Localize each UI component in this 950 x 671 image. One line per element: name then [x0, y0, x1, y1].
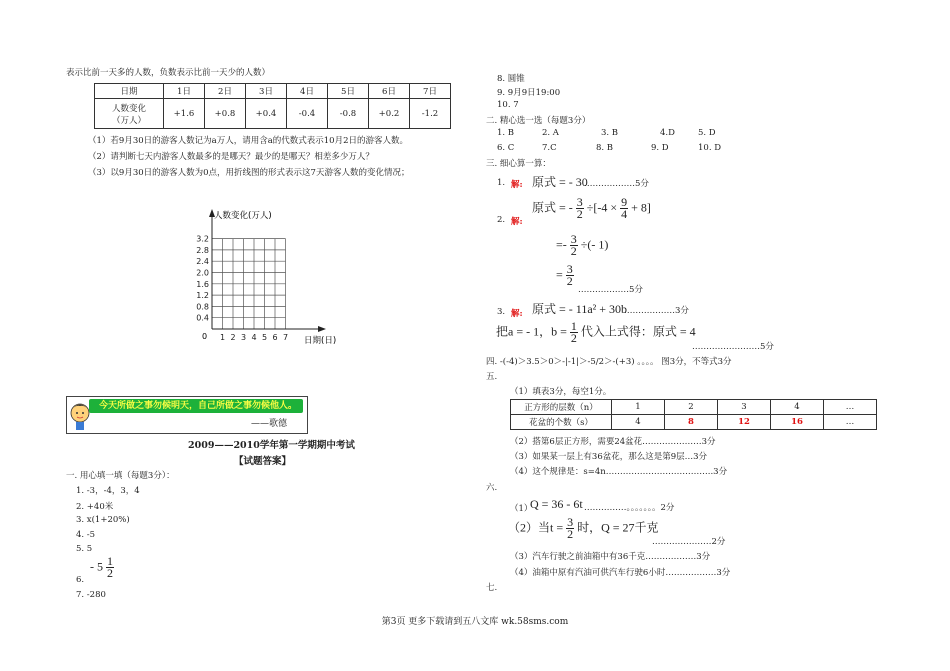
answer-item: 1. -3，-4，3，4 [76, 486, 140, 496]
banner-author: ——歌德 [250, 419, 287, 429]
visitor-change-table [94, 83, 451, 129]
answer-title: 【试题答案】 [234, 456, 292, 467]
s6-item-4: （4）油箱中原有汽油可供汽车行驶6小时………………3分 [510, 568, 731, 578]
y-tick-label: 1.6 [196, 279, 209, 289]
c2-step2-den: 2 [570, 244, 577, 258]
choice-answer: 3. B [601, 128, 619, 138]
table-cell: 1 [612, 400, 665, 415]
section-5-heading: 五. [486, 372, 498, 382]
table-header: 1日 [164, 84, 205, 99]
table-cell: … [824, 415, 877, 430]
blank-grid-chart [190, 205, 340, 355]
quote-banner [66, 396, 308, 434]
chart-ylabel: 人数变化(万人) [214, 211, 272, 221]
answer-item: 2. +40米 [76, 502, 114, 512]
row-label [95, 99, 164, 129]
choice-answer: 9. D [651, 143, 669, 153]
s6-item-2-score: …………………2分 [652, 537, 726, 547]
choice-answer: 1. B [497, 128, 515, 138]
c2-frac1-den: 2 [576, 207, 583, 221]
table-cell: -0.4 [287, 99, 328, 129]
table-cell-answer: 16 [771, 415, 824, 430]
s5-item-2: （2）搭第6层正方形，需要24盆花…………………3分 [510, 437, 716, 447]
s6-item-1-expression: Q = 36 - 6t [530, 497, 583, 511]
calc-3-score: ………………3分 [624, 306, 689, 316]
section-4-line: 四. -(-4)＞3.5＞0＞-|-1|＞-5/2＞-(+3) 。。。。 图3分，不等式3分 [486, 357, 732, 367]
choice-answer: 7.C [542, 143, 557, 153]
table-header: 日期 [95, 84, 164, 99]
c2-frac2-den: 4 [621, 207, 628, 221]
table-header: 7日 [410, 84, 451, 99]
table-cell: … [824, 400, 877, 415]
table-cell: +0.4 [246, 99, 287, 129]
c2-frac1-num: 3 [576, 195, 583, 209]
substitution-score: ……………………5分 [692, 342, 774, 352]
s5-item-4: （4）这个规律是：s=4n………………………………..3分 [510, 467, 728, 477]
calc-1-number: 1. [497, 178, 506, 188]
chart-xlabel: 日期(日) [304, 336, 337, 346]
section-3-heading: 三. 细心算一算： [486, 159, 551, 169]
answer-item: 3. x(1+20%) [76, 515, 130, 525]
c2-step2-tail: ÷(- 1) [580, 237, 609, 252]
c2-step2-num: 3 [570, 232, 577, 246]
choice-answer: 6. C [497, 143, 515, 153]
table-cell: +1.6 [164, 99, 205, 129]
banner-quote: 今天所做之事勿候明天，自己所做之事勿候他人。 [99, 401, 298, 411]
substitution-line [496, 321, 696, 344]
sub-num: 1 [570, 319, 577, 333]
x-tick-label: 1 [219, 333, 226, 342]
y-tick-label: 1.2 [196, 291, 209, 301]
calc-2-number: 2. [497, 215, 506, 225]
c2-step3-den: 2 [566, 274, 573, 288]
table-header: 5日 [328, 84, 369, 99]
table-header: 3日 [246, 84, 287, 99]
a6-whole: - 5 [90, 559, 103, 574]
answer-item: 6. [76, 575, 85, 585]
y-tick-label: 0.4 [196, 313, 209, 323]
table-cell: 2 [665, 400, 718, 415]
table-cell-answer: 8 [665, 415, 718, 430]
calc-2-step-3 [556, 264, 574, 287]
cartoon-face-icon [69, 399, 91, 431]
sub-tail: 代入上式得：原式 = 4 [580, 324, 696, 339]
question-3: （3）以9月30日的游客人数为0点，用折线图的形式表示这7天游客人数的变化情况； [88, 168, 410, 178]
s6-item-1-score: ……………。。。。。。。2分 [584, 503, 675, 513]
table-cell-answer: 12 [718, 415, 771, 430]
flowerpot-table [510, 399, 877, 430]
a6-numerator: 1 [107, 554, 113, 568]
row-label: 正方形的层数（n） [511, 400, 612, 415]
calc-2-score: ………………5分 [578, 285, 643, 295]
calc-2-step-2 [556, 234, 608, 257]
s5-item-1: （1）填表3分，每空1分。 [510, 387, 612, 397]
question-2: （2）请判断七天内游客人数最多的是哪天？最少的是哪天？相差多少万人？ [88, 152, 374, 162]
c2-step3-lead: = [556, 267, 563, 282]
y-tick-label: 3.2 [196, 234, 209, 244]
table-cell: +0.2 [369, 99, 410, 129]
sub-den: 2 [570, 331, 577, 345]
x-tick-label: 6 [272, 333, 278, 342]
row-label-line1: 人数变化 [111, 103, 146, 114]
answer-item: 4. -5 [76, 530, 96, 540]
a6-denominator: 2 [107, 566, 113, 580]
c2-lead: 原式 = - [532, 200, 573, 215]
question-1: （1）若9月30日的游客人数记为a万人，请用含a的代数式表示10月2日的游客人数。 [88, 136, 408, 146]
x-tick-label: 7 [282, 333, 289, 342]
calc-1-expression: 原式 = - 30 [532, 175, 588, 189]
x-tick-label: 2 [230, 333, 236, 342]
choice-answer: 2. A [542, 128, 559, 138]
answer-item: 7. -280 [76, 590, 106, 600]
c2-tail: + 8] [631, 200, 651, 215]
x-tick-label: 5 [261, 333, 268, 342]
choice-answer: 5. D [698, 128, 716, 138]
c2-step3-num: 3 [566, 262, 573, 276]
table-cell: -1.2 [410, 99, 451, 129]
table-cell: 4 [771, 400, 824, 415]
calc-3-expression: 原式 = - 11a² + 30b [532, 302, 628, 316]
c2-step2-lead: =- [556, 237, 567, 252]
s6-2-lead: （2）当t = [508, 520, 564, 535]
x-tick-label: 3 [240, 333, 247, 342]
s6-item-3: （3）汽车行驶之前油箱中有36千克………………3分 [510, 552, 711, 562]
c2-frac2-num: 9 [621, 195, 628, 209]
solve-label: 解: [511, 180, 523, 190]
s6-2-tail: 时，Q = 27千克 [577, 520, 659, 535]
table-cell: 3 [718, 400, 771, 415]
choice-answer: 4.D [660, 128, 675, 138]
table-cell: +0.8 [205, 99, 246, 129]
exam-title: 2009——2010学年第一学期期中考试 [188, 440, 355, 451]
section-1-heading: 一. 用心填一填（每题3分）： [66, 471, 175, 481]
calc-3-number: 3. [497, 307, 506, 317]
answer-10: 10. 7 [497, 100, 519, 110]
solve-label: 解: [511, 217, 523, 227]
s6-item-1-lead: （1） [510, 504, 533, 514]
s6-2-den: 2 [567, 527, 574, 541]
row-label: 花盆的个数（s） [511, 415, 612, 430]
s6-2-num: 3 [567, 515, 574, 529]
row-label-line2: （万人） [111, 115, 146, 126]
answer-6-mixed-number [90, 556, 114, 579]
origin-label: 0 [202, 332, 208, 341]
y-tick-label: 2.4 [196, 257, 209, 267]
y-tick-label: 2.8 [196, 245, 209, 255]
s6-item-2 [508, 517, 659, 540]
calc-2-expression [532, 197, 651, 220]
s5-item-3: （3）如果某一层上有36盆花，那么这是第9层…3分 [510, 452, 708, 462]
table-cell: 4 [612, 415, 665, 430]
x-tick-label: 4 [251, 333, 257, 342]
answer-9: 9. 9月9日19:00 [497, 88, 561, 98]
section-2-heading: 二. 精心选一选（每题3分） [486, 116, 591, 126]
table-header: 2日 [205, 84, 246, 99]
table-header: 6日 [369, 84, 410, 99]
intro-text: 表示比前一天多的人数，负数表示比前一天少的人数） [66, 68, 271, 78]
solve-label: 解: [511, 309, 523, 319]
calc-1-score: ………………5分 [584, 179, 649, 189]
table-header: 4日 [287, 84, 328, 99]
answer-item: 5. 5 [76, 544, 93, 554]
y-tick-label: 2.0 [196, 268, 209, 278]
section-7-heading: 七. [486, 583, 498, 593]
y-tick-label: 0.8 [196, 302, 209, 312]
section-6-heading: 六. [486, 483, 498, 493]
choice-answer: 8. B [596, 143, 614, 153]
c2-mid: ÷[-4 × [586, 200, 618, 215]
table-cell: -0.8 [328, 99, 369, 129]
choice-answer: 10. D [698, 143, 722, 153]
page-footer: 第3页 更多下载请到五八文库 wk.58sms.com [381, 617, 569, 627]
sub-lead: 把a = - 1，b = [496, 324, 567, 339]
answer-8: 8. 圆锥 [497, 74, 525, 84]
